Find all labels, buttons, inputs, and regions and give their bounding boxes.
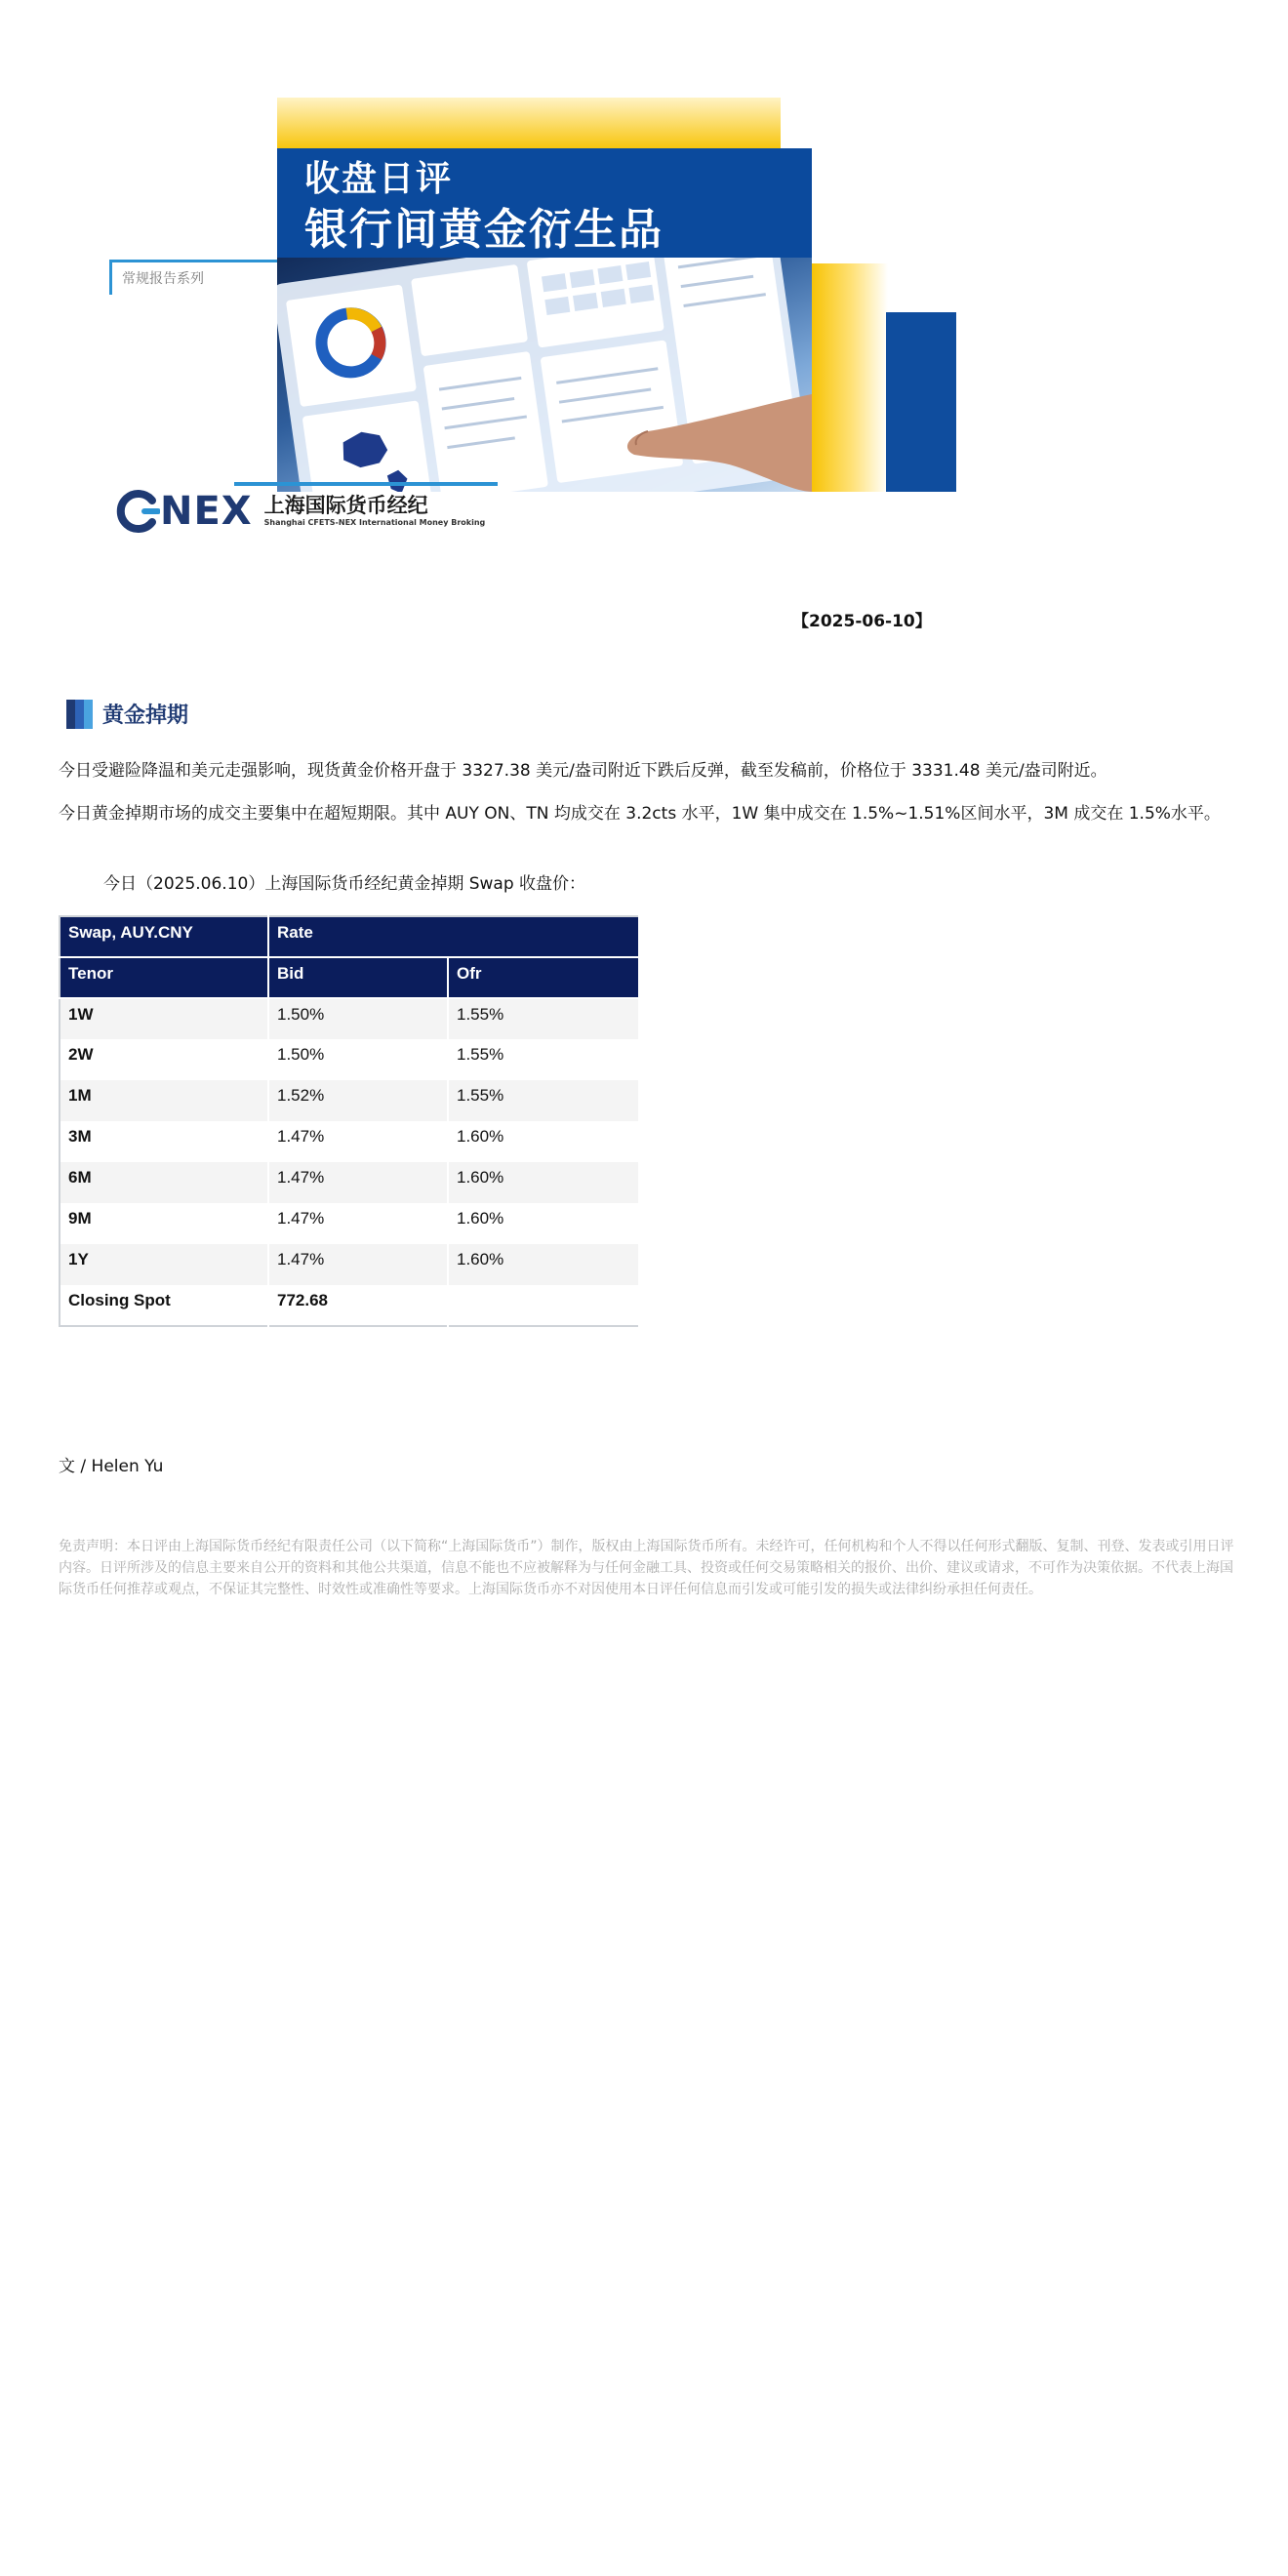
table-row bbox=[60, 1080, 639, 1121]
cell-bid: 1.52% bbox=[268, 1080, 448, 1121]
cell-tenor: 1W bbox=[60, 998, 268, 1039]
cell-bid: 1.50% bbox=[268, 998, 448, 1039]
report-date: 【2025-06-10】 bbox=[792, 612, 932, 631]
cell-bid: 1.47% bbox=[268, 1203, 448, 1244]
cell-ofr: 1.55% bbox=[448, 998, 639, 1039]
header-ofr: Ofr bbox=[448, 957, 639, 998]
paragraph-swap-market: 今日黄金掉期市场的成交主要集中在超短期限。其中 AUY ON、TN 均成交在 3.2cts 水平，1W 集中成交在 1.5%~1.51%区间水平，3M 成交在 1.5%水平。 bbox=[59, 804, 1221, 824]
closing-spot-row bbox=[60, 1285, 639, 1326]
cell-ofr: 1.60% bbox=[448, 1121, 639, 1162]
header-tenor: Tenor bbox=[60, 957, 268, 998]
cell-tenor: 9M bbox=[60, 1203, 268, 1244]
paragraph-spot-gold: 今日受避险降温和美元走强影响，现货黄金价格开盘于 3327.38 美元/盎司附近下跌后反弹，截至发稿前，价格位于 3331.48 美元/盎司附近。 bbox=[59, 761, 1107, 781]
table-row bbox=[60, 1162, 639, 1203]
cell-ofr: 1.60% bbox=[448, 1162, 639, 1203]
cell-ofr: 1.55% bbox=[448, 1039, 639, 1080]
table-header-row-2 bbox=[60, 957, 639, 998]
company-logo bbox=[115, 486, 485, 537]
closing-spot-value: 772.68 bbox=[268, 1285, 448, 1326]
section-title: 黄金掉期 bbox=[102, 704, 189, 728]
closing-spot-label: Closing Spot bbox=[60, 1285, 268, 1326]
decor-blue-bar bbox=[886, 312, 956, 492]
logo-text-block bbox=[264, 494, 486, 529]
author-line: 文 / Helen Yu bbox=[59, 1457, 164, 1476]
logo-chinese-name: 上海国际货币经纪 bbox=[263, 494, 428, 517]
cell-tenor: 1M bbox=[60, 1080, 268, 1121]
table-row bbox=[60, 1039, 639, 1080]
logo-english-name: Shanghai CFETS-NEX International Money Broking bbox=[263, 518, 486, 527]
cell-ofr: 1.60% bbox=[448, 1244, 639, 1285]
cell-bid: 1.47% bbox=[268, 1121, 448, 1162]
paragraph-table-intro: 今日（2025.06.10）上海国际货币经纪黄金掉期 Swap 收盘价： bbox=[103, 874, 586, 894]
table-row bbox=[60, 1244, 639, 1285]
cell-bid: 1.47% bbox=[268, 1244, 448, 1285]
cell-bid: 1.50% bbox=[268, 1039, 448, 1080]
decor-yellow-bar-top bbox=[277, 98, 781, 152]
closing-spot-empty bbox=[448, 1285, 639, 1326]
cover-banner bbox=[0, 0, 1288, 546]
cover-photo-tablet-dashboard bbox=[277, 258, 812, 492]
tablet-dashboard-illustration bbox=[277, 258, 812, 492]
table-row bbox=[60, 1203, 639, 1244]
logo-nex-text: NEX bbox=[160, 489, 253, 534]
disclaimer: 免责声明：本日评由上海国际货币经纪有限责任公司（以下简称“上海国际货币”）制作，版权由上海国际货币所有。未经许可，任何机构和个人不得以任何形式翻版、复制、刊登、发表或引用日评内容。日评所涉及的信息主要来自公开的资料和其他公共渠道，信息不能也不应被解释为与任何金融工具、投资或任何交易策略相关的报价、出价、建议或请求，不可作为决策依据。不代表上海国际货币任何推荐或观点，不保证其完整性、时效性或准确性等要求。上海国际货币亦不对因使用本日评任何信息而引发或可能引发的损失或法律纠纷承担任何责任。 bbox=[59, 1539, 1234, 1597]
swap-closing-table bbox=[59, 915, 640, 1327]
cover-title-line1: 收盘日评 bbox=[304, 159, 454, 199]
cnex-c-logo-icon bbox=[115, 489, 160, 534]
table-row bbox=[60, 1121, 639, 1162]
section-bars-icon bbox=[66, 700, 93, 729]
cell-tenor: 6M bbox=[60, 1162, 268, 1203]
section-heading bbox=[66, 699, 188, 729]
series-tag: 常规报告系列 bbox=[109, 260, 277, 295]
cell-tenor: 1Y bbox=[60, 1244, 268, 1285]
cover-title-panel bbox=[277, 148, 812, 258]
table-row bbox=[60, 998, 639, 1039]
cover-title-line2: 银行间黄金衍生品 bbox=[304, 205, 664, 255]
cell-ofr: 1.60% bbox=[448, 1203, 639, 1244]
cell-bid: 1.47% bbox=[268, 1162, 448, 1203]
header-bid: Bid bbox=[268, 957, 448, 998]
header-rate-label: Rate bbox=[268, 916, 639, 957]
table-header-row-1 bbox=[60, 916, 639, 957]
cell-tenor: 2W bbox=[60, 1039, 268, 1080]
cell-tenor: 3M bbox=[60, 1121, 268, 1162]
cell-ofr: 1.55% bbox=[448, 1080, 639, 1121]
decor-yellow-bar-side bbox=[810, 263, 888, 492]
header-swap-label: Swap, AUY.CNY bbox=[60, 916, 268, 957]
